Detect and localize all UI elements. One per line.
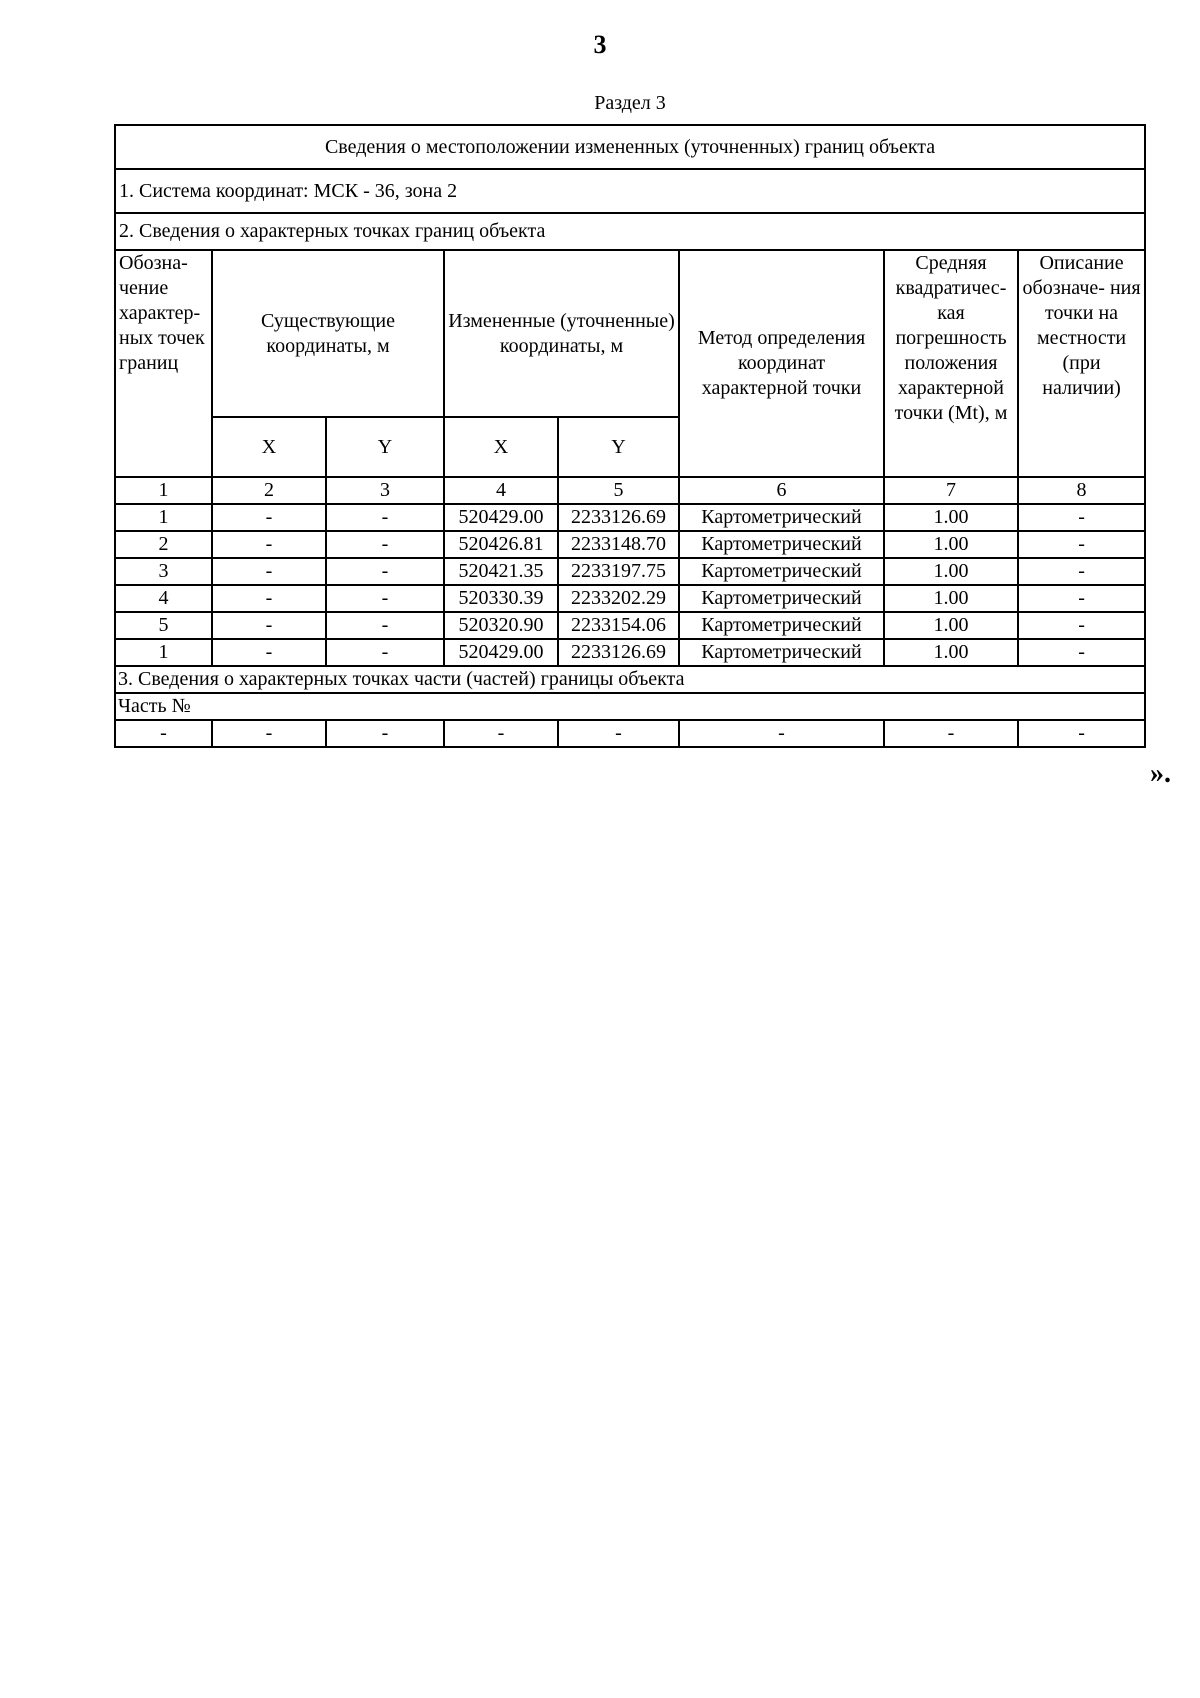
method: Картометрический [679,558,884,585]
point-number: 5 [115,612,212,639]
method: Картометрический [679,504,884,531]
changed-x: 520421.35 [444,558,558,585]
header-existing-y: Y [326,417,444,477]
error: 1.00 [884,504,1018,531]
empty-cell: - [326,720,444,747]
header-changed: Измененные (уточненные) координаты, м [444,250,679,417]
part-label: Часть № [115,693,1145,720]
point-number: 4 [115,585,212,612]
column-number: 8 [1018,477,1145,504]
header-existing: Существующие координаты, м [212,250,444,417]
header-row-1 [115,250,1145,417]
existing-x: - [212,531,326,558]
parts-heading-row [115,666,1145,693]
description: - [1018,531,1145,558]
existing-y: - [326,558,444,585]
changed-x: 520426.81 [444,531,558,558]
table-row [115,558,1145,585]
description: - [1018,558,1145,585]
boundary-table [114,124,1146,748]
changed-y: 2233148.70 [558,531,679,558]
coord-system: 1. Система координат: МСК - 36, зона 2 [115,169,1145,213]
existing-x: - [212,558,326,585]
point-number: 1 [115,504,212,531]
column-number: 1 [115,477,212,504]
column-number: 5 [558,477,679,504]
method: Картометрический [679,531,884,558]
table-row [115,531,1145,558]
changed-x: 520330.39 [444,585,558,612]
point-number: 3 [115,558,212,585]
changed-y: 2233197.75 [558,558,679,585]
empty-cell: - [558,720,679,747]
error: 1.00 [884,585,1018,612]
point-number: 2 [115,531,212,558]
table-title: Сведения о местоположении измененных (уточненных) границ объекта [115,125,1145,169]
empty-cell: - [444,720,558,747]
empty-cell: - [212,720,326,747]
coord-system-row [115,169,1145,213]
existing-y: - [326,612,444,639]
table-row [115,504,1145,531]
empty-cell: - [679,720,884,747]
changed-y: 2233154.06 [558,612,679,639]
method: Картометрический [679,585,884,612]
part-label-row [115,693,1145,720]
points-heading: 2. Сведения о характерных точках границ объекта [115,213,1145,250]
header-error: Средняя квадратичес- кая погрешность положения характерной точки (Mt), м [884,250,1018,477]
changed-y: 2233126.69 [558,639,679,666]
existing-y: - [326,504,444,531]
description: - [1018,585,1145,612]
header-method: Метод определения координат характерной точки [679,250,884,477]
existing-y: - [326,531,444,558]
header-existing-x: X [212,417,326,477]
empty-part-row [115,720,1145,747]
empty-cell: - [884,720,1018,747]
description: - [1018,504,1145,531]
existing-x: - [212,612,326,639]
error: 1.00 [884,639,1018,666]
closing-quote: ». [1150,758,1171,789]
header-description: Описание обозначе- ния точки на местности (при наличии) [1018,250,1145,477]
column-number: 7 [884,477,1018,504]
changed-x: 520429.00 [444,639,558,666]
description: - [1018,612,1145,639]
changed-y: 2233126.69 [558,504,679,531]
description: - [1018,639,1145,666]
table-title-row [115,125,1145,169]
empty-cell: - [1018,720,1145,747]
header-changed-y: Y [558,417,679,477]
column-numbers-row [115,477,1145,504]
table-row [115,612,1145,639]
changed-x: 520429.00 [444,504,558,531]
page-number: 3 [593,30,607,59]
parts-heading: 3. Сведения о характерных точках части (частей) границы объекта [115,666,1145,693]
header-changed-x: X [444,417,558,477]
error: 1.00 [884,612,1018,639]
column-number: 6 [679,477,884,504]
method: Картометрический [679,612,884,639]
column-number: 3 [326,477,444,504]
table-row [115,585,1145,612]
existing-x: - [212,639,326,666]
column-number: 2 [212,477,326,504]
error: 1.00 [884,531,1018,558]
empty-cell: - [115,720,212,747]
existing-y: - [326,639,444,666]
method: Картометрический [679,639,884,666]
header-designation: Обозна- чение характер- ных точек границ [115,250,212,477]
existing-y: - [326,585,444,612]
table-row [115,639,1145,666]
existing-x: - [212,585,326,612]
section-label: Раздел 3 [594,92,666,114]
point-number: 1 [115,639,212,666]
existing-x: - [212,504,326,531]
column-number: 4 [444,477,558,504]
error: 1.00 [884,558,1018,585]
changed-y: 2233202.29 [558,585,679,612]
changed-x: 520320.90 [444,612,558,639]
points-heading-row [115,213,1145,250]
